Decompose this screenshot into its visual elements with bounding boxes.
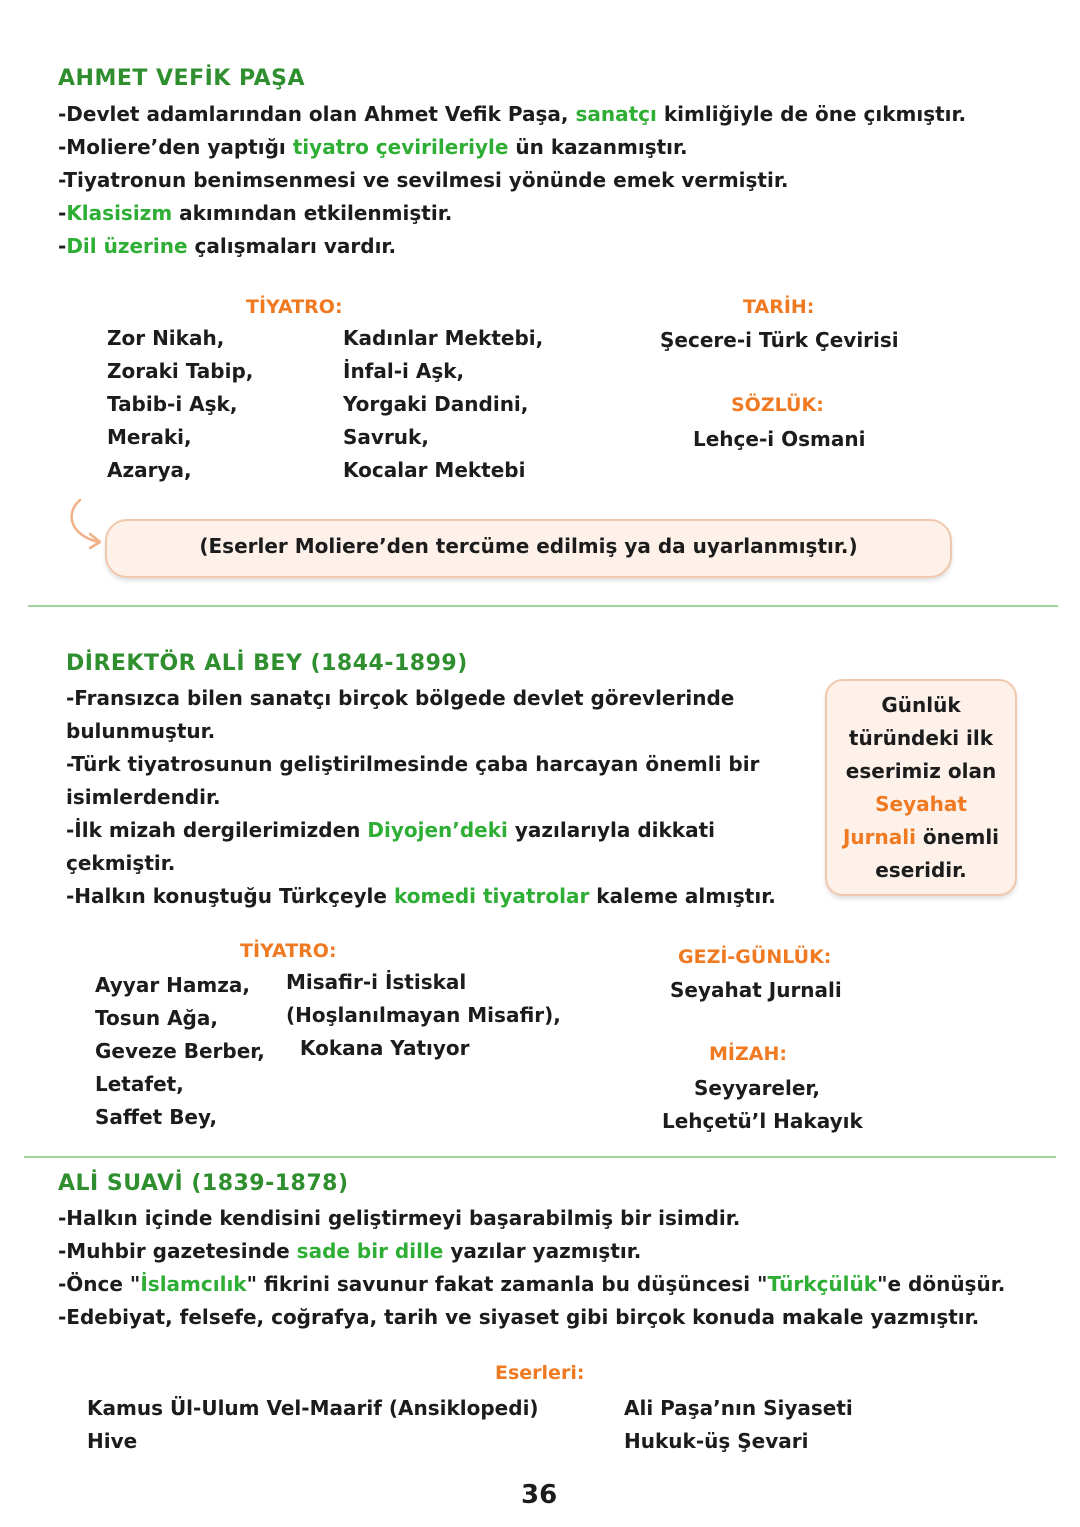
gezi-item: Seyahat Jurnali [670, 978, 842, 1002]
list-item: Azarya, [107, 458, 192, 482]
bio-line-1: -Fransızca bilen sanatçı birçok bölgede devlet görevlerinde [66, 686, 735, 710]
list-item: Hukuk-üş Şevari [624, 1429, 809, 1453]
tiyatro-list-col1 [107, 322, 253, 487]
note-box [105, 519, 952, 578]
list-item: Meraki, [107, 425, 192, 449]
eserleri-list-col2 [624, 1392, 853, 1458]
info-box [825, 679, 1017, 896]
list-item: Lehçetü’l Hakayık [662, 1109, 863, 1133]
box-line: Jurnali önemli [842, 825, 1000, 849]
list-item: Kokana Yatıyor [286, 1036, 470, 1060]
bio-line-7: -Halkın konuştuğu Türkçeyle komedi tiyatrolar kaleme almıştır. [66, 884, 776, 908]
section-divider [24, 1156, 1056, 1158]
note-text: (Eserler Moliere’den tercüme edilmiş ya da uyarlanmıştır.) [199, 534, 858, 558]
eserleri-heading: Eserleri: [495, 1362, 585, 1384]
bio-line-2: bulunmuştur. [66, 719, 216, 743]
list-item: Kocalar Mektebi [343, 458, 526, 482]
bio-line-5: -Dil üzerine çalışmaları vardır. [58, 234, 397, 258]
tiyatro-heading: TİYATRO: [240, 940, 337, 962]
tiyatro-list-col2 [286, 966, 561, 1065]
bio-line-3: -Önce "İslamcılık" fikrini savunur fakat zamanla bu düşüncesi "Türkçülük"e dönüşür. [58, 1272, 1006, 1296]
bio-line-1: -Devlet adamlarından olan Ahmet Vefik Paşa, sanatçı kimliğiyle de öne çıkmıştır. [58, 102, 967, 126]
bio-line-4: -Klasisizm akımından etkilenmiştir. [58, 201, 453, 225]
tiyatro-heading: TİYATRO: [246, 296, 343, 318]
tarih-heading: TARİH: [743, 296, 815, 318]
bio-line-3: -Tiyatronun benimsenmesi ve sevilmesi yönünde emek vermiştir. [58, 168, 789, 192]
list-item: Zoraki Tabip, [107, 359, 254, 383]
sozluk-item: Lehçe-i Osmani [693, 427, 866, 451]
list-item: (Hoşlanılmayan Misafir), [286, 1003, 561, 1027]
mizah-list [662, 1072, 863, 1138]
list-item: Zor Nikah, [107, 326, 225, 350]
list-item: Seyyareler, [694, 1076, 820, 1100]
bio-line-2: -Muhbir gazetesinde sade bir dille yazılar yazmıştır. [58, 1239, 642, 1263]
section-divider [28, 605, 1058, 607]
bio-line-6: çekmiştir. [66, 851, 176, 875]
gezi-heading: GEZİ-GÜNLÜK: [678, 946, 832, 968]
tarih-item: Şecere-i Türk Çevirisi [660, 328, 899, 352]
bio-line-2: -Moliere’den yaptığı tiyatro çevirileriyle ün kazanmıştır. [58, 135, 688, 159]
list-item: Hive [87, 1429, 138, 1453]
bio-line-4: isimlerdendir. [66, 785, 221, 809]
eserleri-list-col1 [87, 1392, 539, 1458]
bio-line-4: -Edebiyat, felsefe, coğrafya, tarih ve siyaset gibi birçok konuda makale yazmıştır. [58, 1305, 980, 1329]
list-item: Yorgaki Dandini, [343, 392, 529, 416]
box-line: eseridir. [875, 858, 967, 882]
list-item: Kadınlar Mektebi, [343, 326, 544, 350]
list-item: Ali Paşa’nın Siyaseti [624, 1396, 853, 1420]
section-title-ahmet-vefik: AHMET VEFİK PAŞA [58, 66, 306, 91]
list-item: Saffet Bey, [95, 1105, 218, 1129]
section-title-ali-suavi: ALİ SUAVİ (1839-1878) [58, 1171, 349, 1196]
list-item: Tabib-i Aşk, [107, 392, 238, 416]
list-item: İnfal-i Aşk, [343, 359, 465, 383]
list-item: Kamus Ül-Ulum Vel-Maarif (Ansiklopedi) [87, 1396, 539, 1420]
box-line: türündeki ilk [848, 726, 994, 750]
list-item: Letafet, [95, 1072, 184, 1096]
list-item: Ayyar Hamza, [95, 973, 250, 997]
list-item: Geveze Berber, [95, 1039, 265, 1063]
tiyatro-list-col2 [343, 322, 543, 487]
list-item: Misafir-i İstiskal [286, 970, 467, 994]
list-item: Tosun Ağa, [95, 1006, 218, 1030]
mizah-heading: MİZAH: [709, 1043, 787, 1065]
box-line: Seyahat [875, 792, 967, 816]
sozluk-heading: SÖZLÜK: [731, 394, 824, 416]
list-item: Savruk, [343, 425, 429, 449]
bio-line-3: -Türk tiyatrosunun geliştirilmesinde çaba harcayan önemli bir [66, 752, 760, 776]
bio-line-5: -İlk mizah dergilerimizden Diyojen’deki yazılarıyla dikkati [66, 818, 716, 842]
tiyatro-list-col1 [95, 969, 265, 1134]
page-number: 36 [521, 1480, 558, 1510]
box-line: Günlük [881, 693, 961, 717]
bio-line-1: -Halkın içinde kendisini geliştirmeyi başarabilmiş bir isimdir. [58, 1206, 741, 1230]
box-line: eserimiz olan [845, 759, 997, 783]
curved-arrow-icon [64, 496, 108, 552]
section-title-direktor-ali-bey: DİREKTÖR ALİ BEY (1844-1899) [66, 651, 468, 676]
